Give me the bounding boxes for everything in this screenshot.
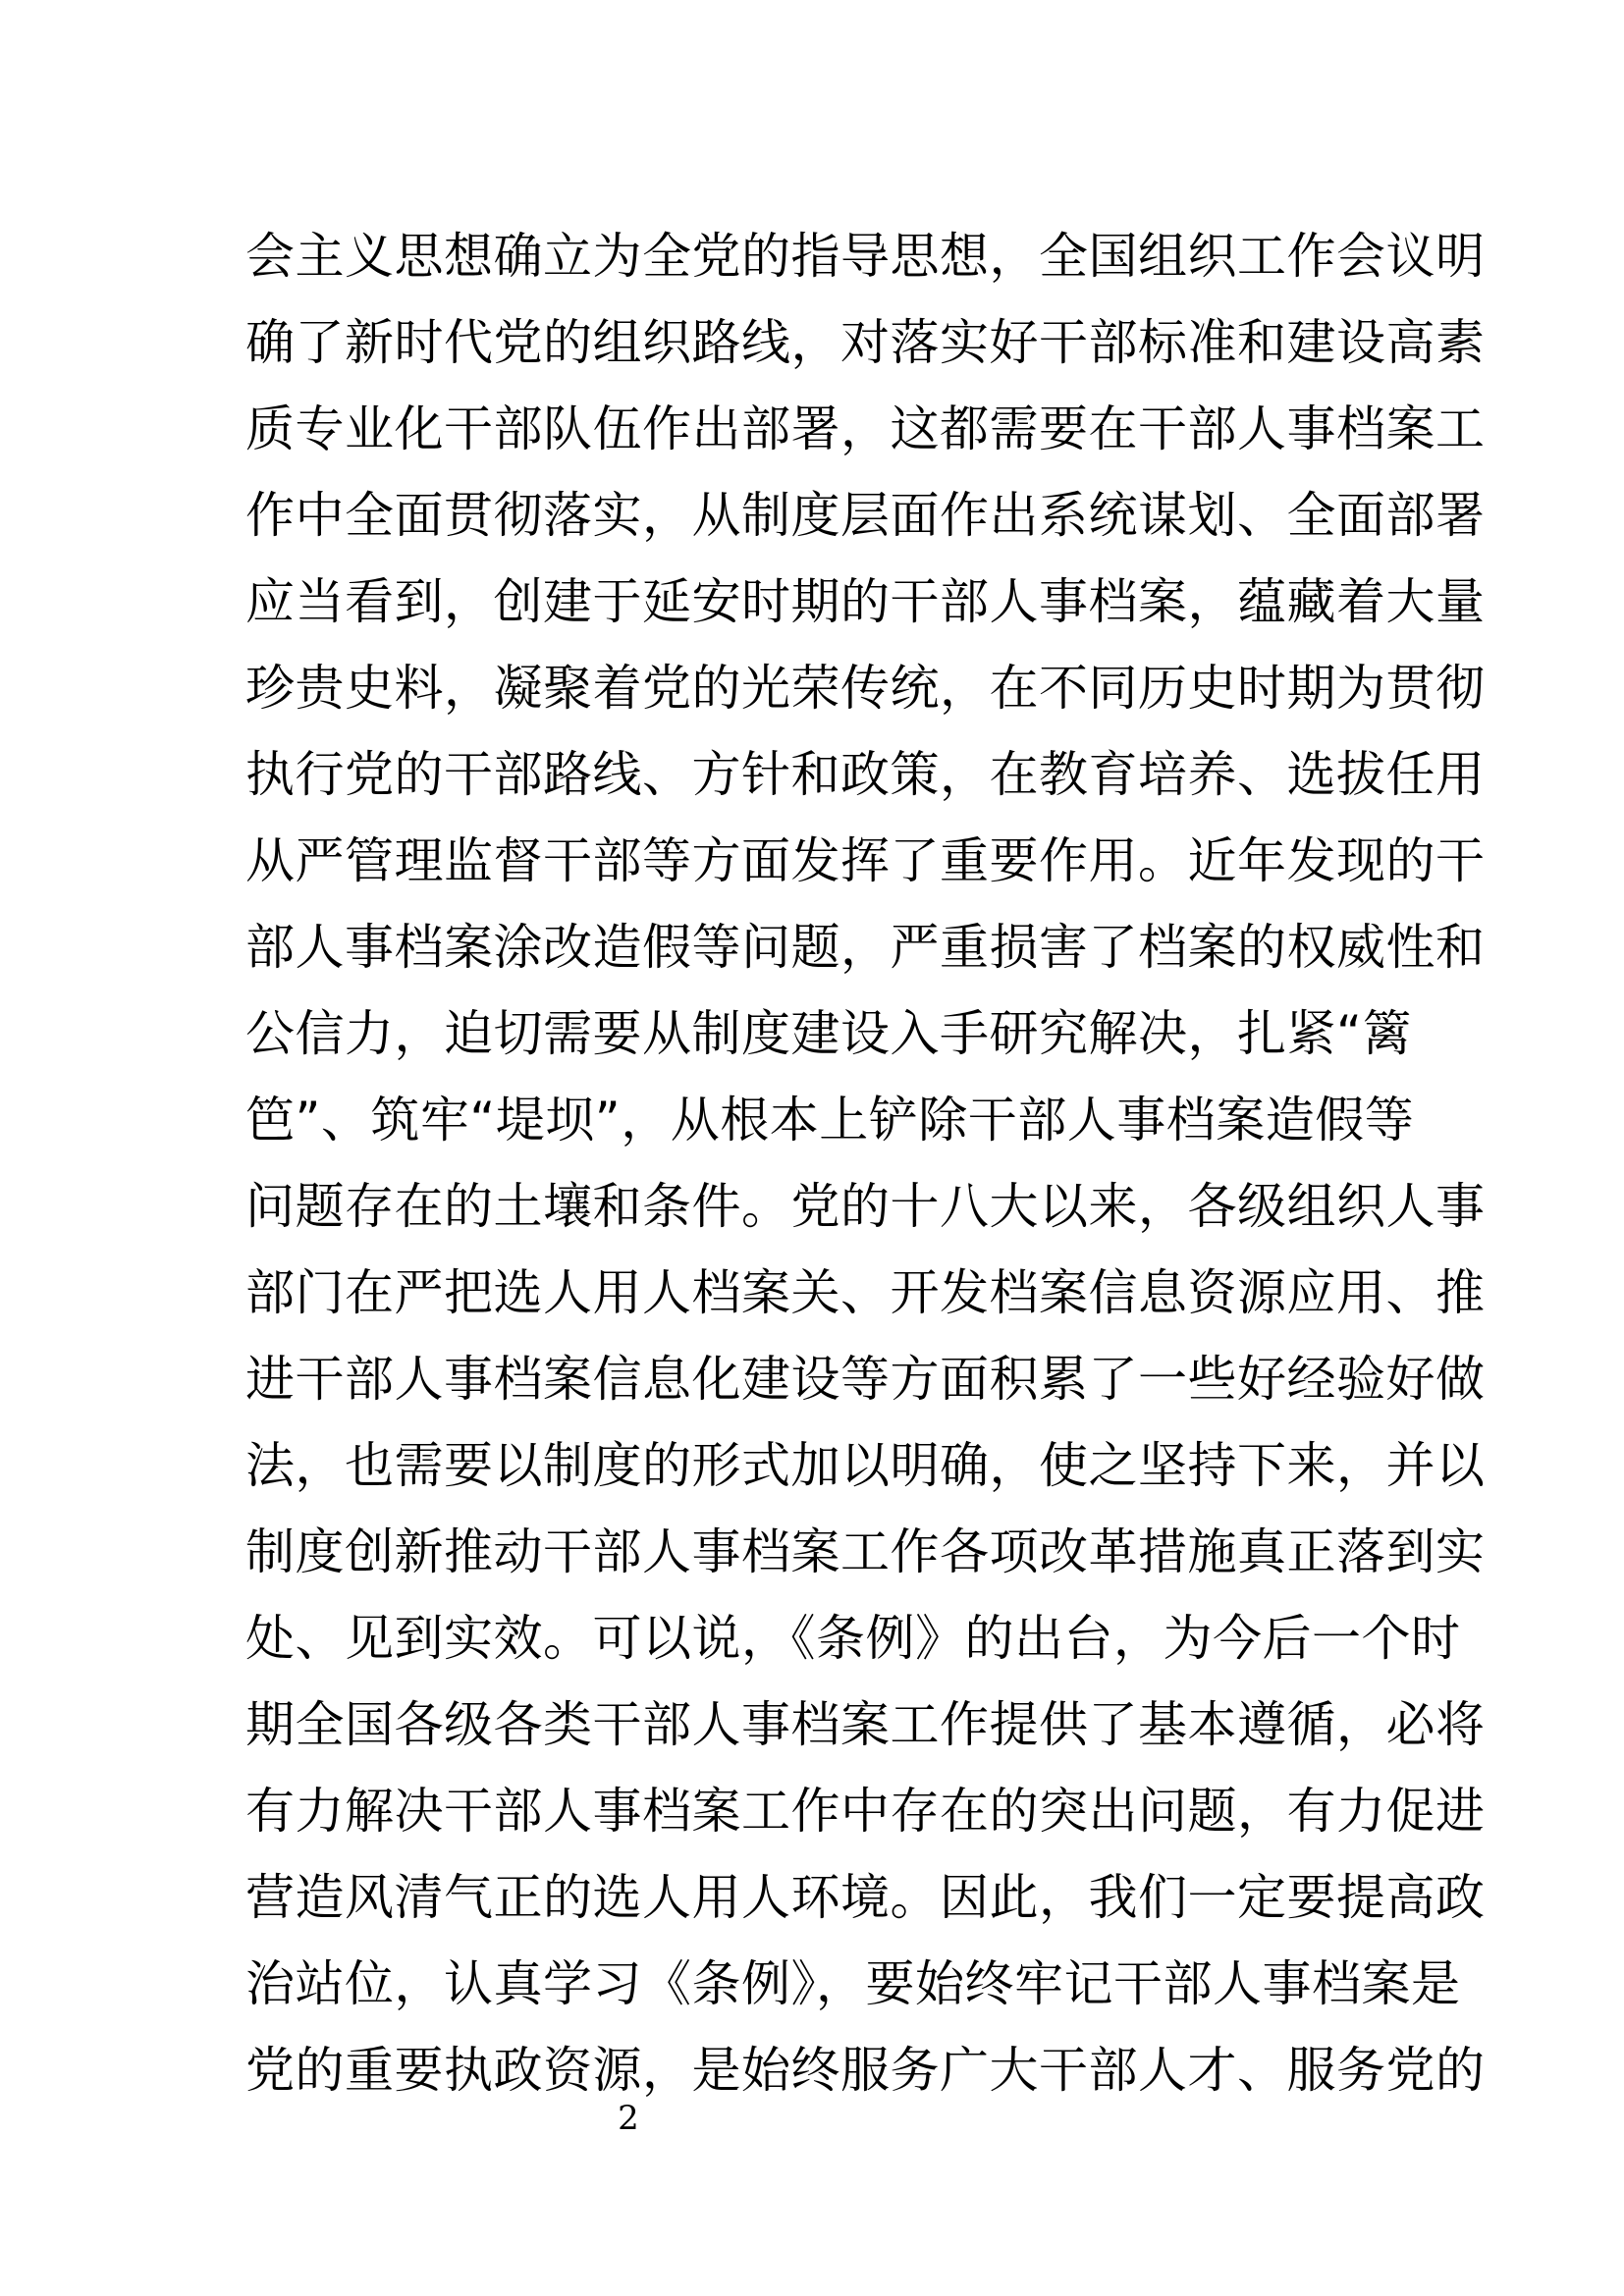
text-line: 期全国各级各类干部人事档案工作提供了基本遵循，必将 — [245, 1696, 1486, 1753]
text-line: 笆”、筑牢“堤坝”，从根本上铲除干部人事档案造假等 — [245, 1092, 1415, 1148]
text-line: 确了新时代党的组织路线，对落实好干部标准和建设高素 — [245, 314, 1486, 371]
text-line: 珍贵史料，凝聚着党的光荣传统，在不同历史时期为贯彻 — [245, 660, 1486, 717]
text-line: 处、见到实效。可以说，《条例》的出台，为今后一个时 — [245, 1610, 1461, 1667]
body-paragraph — [245, 213, 1486, 2113]
text-line: 质专业化干部队伍作出部署，这都需要在干部人事档案工 — [245, 400, 1486, 457]
text-line: 执行党的干部路线、方针和政策，在教育培养、选拔任用 — [245, 746, 1486, 803]
text-line: 公信力，迫切需要从制度建设入手研究解决，扎紧“篱 — [245, 1005, 1412, 1062]
text-line: 制度创新推动干部人事档案工作各项改革措施真正落到实 — [245, 1523, 1486, 1580]
text-line: 进干部人事档案信息化建设等方面积累了一些好经验好做 — [245, 1351, 1486, 1408]
text-line: 党的重要执政资源，是始终服务广大干部人才、服务党的 — [245, 2042, 1486, 2099]
page-number: 2 — [618, 2099, 639, 2138]
text-line: 会主义思想确立为全党的指导思想，全国组织工作会议明 — [245, 228, 1486, 285]
text-line: 法，也需要以制度的形式加以明确，使之坚持下来，并以 — [245, 1437, 1486, 1494]
text-line: 应当看到，创建于延安时期的干部人事档案，蕴藏着大量 — [245, 573, 1486, 630]
text-line: 作中全面贯彻落实，从制度层面作出系统谋划、全面部署 — [245, 487, 1486, 544]
text-line: 有力解决干部人事档案工作中存在的突出问题，有力促进 — [245, 1783, 1486, 1840]
text-line: 从严管理监督干部等方面发挥了重要作用。近年发现的干 — [245, 832, 1486, 889]
text-line: 治站位，认真学习《条例》，要始终牢记干部人事档案是 — [245, 1955, 1461, 2012]
text-line: 部门在严把选人用人档案关、开发档案信息资源应用、推 — [245, 1264, 1486, 1321]
text-line: 部人事档案涂改造假等问题，严重损害了档案的权威性和 — [245, 919, 1486, 976]
text-line: 营造风清气正的选人用人环境。因此，我们一定要提高政 — [245, 1869, 1486, 1926]
text-line: 问题存在的土壤和条件。党的十八大以来，各级组织人事 — [245, 1178, 1486, 1235]
